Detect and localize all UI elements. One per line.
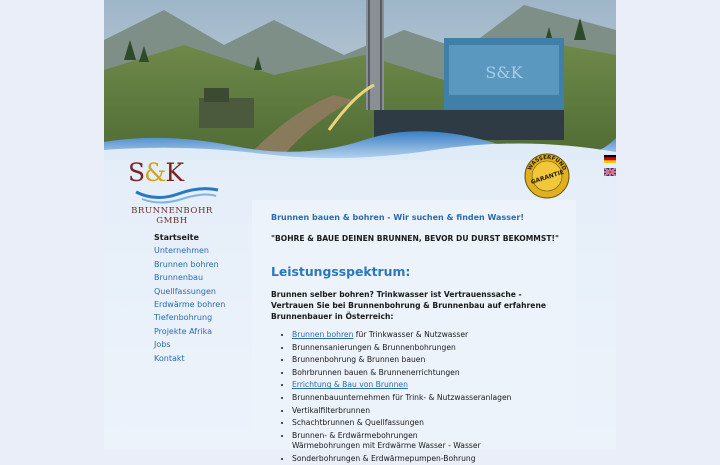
list-item-text: Sonderbohrungen & Erdwärmepumpen-Bohrung <box>292 453 476 463</box>
logo-line-1: BRUNNENBOHR <box>131 206 213 216</box>
nav-item-brunnenbau[interactable]: Brunnenbau <box>154 273 204 283</box>
list-item-text: für Trinkwasser & Nutzwasser <box>353 330 469 339</box>
page <box>104 0 616 463</box>
list-item-text: Brunnenbauunternehmen für Trink- & Nutzwasseranlagen <box>292 392 512 402</box>
nav-item-kontakt[interactable]: Kontakt <box>154 353 185 363</box>
list-item <box>292 330 582 341</box>
nav-item-tiefenbohrung[interactable]: Tiefenbohrung <box>154 313 213 323</box>
list-item <box>292 380 582 391</box>
main-content <box>252 200 576 463</box>
section-heading: Leistungsspektrum: <box>271 264 411 279</box>
header-photo <box>104 0 616 160</box>
list-item-text: Bohrbrunnen bauen & Brunnenerrichtungen <box>292 367 460 377</box>
logo-company-name <box>126 206 218 226</box>
logo-wave-icon <box>136 186 218 204</box>
list-item-text: Brunnensanierungen & Brunnenbohrungen <box>292 342 456 352</box>
logo-initial-s: S <box>128 158 145 187</box>
logo-initial-k: K <box>165 158 184 187</box>
list-item <box>292 454 582 465</box>
nav-item-unternehmen[interactable]: Unternehmen <box>154 246 209 256</box>
truck-logo-text: S&K <box>485 63 523 82</box>
list-item-text: Schachtbrunnen & Quellfassungen <box>292 418 424 428</box>
list-item <box>292 355 582 366</box>
motto: "BOHRE & BAUE DEINEN BRUNNEN, BEVOR DU DURST BEKOMMST!" <box>271 234 559 243</box>
brunnen-bohren-link[interactable]: Brunnen bohren <box>292 330 354 339</box>
tagline: Brunnen bauen & bohren - Wir suchen & finden Wasser! <box>271 213 524 222</box>
guarantee-badge <box>524 153 570 199</box>
nav-item-startseite[interactable]: Startseite <box>154 233 199 242</box>
logo-ampersand: & <box>144 158 166 187</box>
list-item-text: Brunnenbohrung & Brunnen bauen <box>292 355 426 365</box>
list-item-text: Brunnen- & Erdwärmebohrungen <box>292 430 418 440</box>
list-item <box>292 368 582 379</box>
nav-item-erdwaerme-bohren[interactable]: Erdwärme bohren <box>154 299 226 309</box>
nav-item-quellfassungen[interactable]: Quellfassungen <box>154 286 216 296</box>
list-item <box>292 393 582 404</box>
nav-item-jobs[interactable]: Jobs <box>154 340 171 350</box>
intro-paragraph: Brunnen selber bohren? Trinkwasser ist Vertrauenssache - Vertrauen Sie bei Brunnenbohrung & Brunnenbau auf erfahrene Brunnenbauer in Österreich: <box>271 290 547 322</box>
list-item <box>292 343 582 354</box>
badge-center-text: GARANTIE <box>530 168 565 187</box>
list-item <box>292 406 582 417</box>
errichtung-bau-link[interactable]: Errichtung & Bau von Brunnen <box>292 380 408 390</box>
nav-item-brunnen-bohren[interactable]: Brunnen bohren <box>154 259 219 269</box>
list-item-text: Vertikalfilterbrunnen <box>292 405 371 415</box>
logo-initials <box>128 158 183 187</box>
drilling-site-photo <box>104 0 616 160</box>
services-list <box>281 328 582 465</box>
main-navigation <box>154 231 264 365</box>
nav-item-projekte-afrika[interactable]: Projekte Afrika <box>154 326 212 336</box>
badge-top-text: WASSERFUND <box>527 154 567 172</box>
list-item <box>292 418 582 429</box>
uk-flag-icon[interactable] <box>604 168 616 176</box>
list-item <box>292 431 582 452</box>
list-item-subtext: Wärmebohrungen mit Erdwärme Wasser - Wasser <box>292 441 481 451</box>
german-flag-icon[interactable] <box>604 155 616 163</box>
logo-line-2: GMBH <box>156 216 188 226</box>
company-logo[interactable] <box>126 158 218 226</box>
